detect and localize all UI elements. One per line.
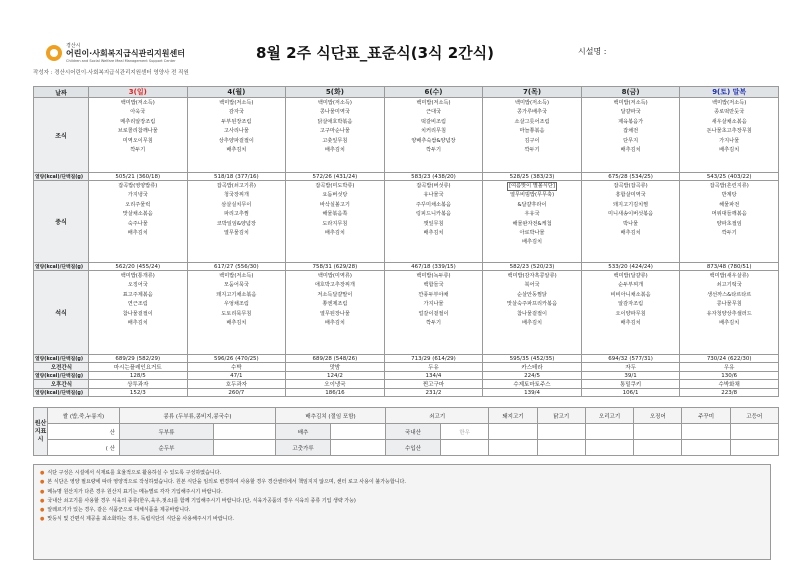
day-header: 9(토) 말복 (680, 87, 779, 98)
origin-squid-value[interactable] (634, 424, 682, 440)
menu-item: 잡곡밥(쇠고기류) (216, 183, 256, 189)
origin-mackerel-value[interactable] (730, 424, 778, 440)
dinner-calorie-value: 595/35 (452/35) (483, 355, 582, 363)
am-snack-calorie-value: 124/2 (286, 372, 385, 380)
am-snack-label: 오전간식 (34, 363, 89, 372)
menu-item: 모둠어묵국 (223, 282, 249, 289)
menu-item: 돼지고기채소볶음 (216, 291, 257, 298)
menu-item: 우엉채조림 (223, 301, 249, 308)
menu-item: 흥합살미역국 (615, 192, 646, 199)
am-snack-calorie-value: 134/4 (384, 372, 483, 380)
menu-item: 백미밥(통개류) (120, 273, 155, 279)
page-header (38, 40, 778, 70)
date-header: 날짜 (34, 87, 89, 98)
am-snack-value: 마시는플레인요거트 (89, 363, 188, 372)
day-header: 6(수) (384, 87, 483, 98)
menu-item: 떡갈비조림 (420, 118, 446, 125)
origin-pork-header: 돼지고기 (489, 408, 537, 424)
menu-item: 아로박나물 (519, 229, 545, 236)
menu-item: 백미밥(감자흑콩알류) (507, 273, 557, 279)
pm-snack-value: 수박화채 (680, 380, 779, 389)
menu-item: 양파초절임 (716, 220, 742, 227)
pm-snack-value: 찐고구마 (384, 380, 483, 389)
bullet-icon: ● (40, 516, 45, 523)
menu-item: 배추김치 (324, 229, 345, 236)
menu-item: 상추양파겉절이 (218, 137, 254, 144)
lunch-menu-cell (483, 181, 582, 263)
pm-snack-value: 상투과자 (89, 380, 188, 389)
menu-item: 배추김치 (522, 319, 543, 326)
menu-item: 미역오이무침 (122, 137, 153, 144)
menu-item: 잡곡밥(잡곡류) (613, 183, 648, 189)
menu-item: 종로떡만둣국 (714, 109, 745, 116)
lunch-menu-cell (680, 181, 779, 263)
lunch-menu-cell (384, 181, 483, 263)
menu-item: 알감자조림 (618, 301, 644, 308)
breakfast-row (34, 98, 779, 173)
pm-snack-calorie-value: 231/2 (384, 389, 483, 397)
bullet-icon: ● (40, 497, 45, 504)
origin-mackerel-header: 고등어 (730, 408, 778, 424)
lunch-menu-cell (187, 181, 286, 263)
am-snack-calorie-value: 47/1 (187, 372, 286, 380)
menu-item: 잡곡밥(미도박류) (315, 183, 355, 189)
menu-item: 깍두기 (721, 229, 737, 236)
menu-item: 배추김치 (324, 319, 345, 326)
note-item: ● 맛등식 및 간편식 제공을 최소화하는 경우, 독립식단의 식단을 사용해주시기 바랍니다. (40, 516, 234, 523)
menu-item: 도토리묵무침 (221, 310, 252, 317)
menu-item: 백미밥(달걀류) (613, 273, 648, 279)
writer-line: 작성자 : 경산시어린이·사회복지급식관리지원센터 영양사 전 직원 (33, 70, 189, 76)
pm-snack-value: 호두과자 (187, 380, 286, 389)
am-snack-calorie-value: 224/5 (483, 372, 582, 380)
menu-item: 참나물겉절이 (516, 310, 548, 317)
menu-item: 깍두기 (524, 146, 540, 153)
menu-item: 잡곡밥(흔린지류) (709, 183, 749, 189)
logo-city: 경산시 (66, 43, 81, 49)
breakfast-menu-cell (286, 98, 385, 173)
menu-item: 도라지무침 (322, 220, 348, 227)
menu-item: 깍두기 (425, 146, 441, 153)
menu-item: 근대국 (425, 109, 441, 116)
origin-pepper-label: 고춧가루 (276, 440, 331, 456)
menu-item: 고사리나물 (223, 128, 249, 135)
menu-item: 얼갈이겉절이 (418, 310, 449, 317)
menu-item: 오징어국 (127, 282, 148, 289)
origin-chicken-value-2[interactable] (537, 440, 585, 456)
breakfast-calorie-value: 583/23 (438/20) (384, 173, 483, 181)
menu-item: 배추김치 (226, 146, 247, 153)
origin-squid-value-2[interactable] (634, 440, 682, 456)
menu-item: 고구마순나물 (319, 128, 350, 135)
menu-item: 배추김치 (620, 229, 641, 236)
menu-item: 삼살실치무이 (221, 201, 252, 208)
menu-item: 배추김치 (324, 146, 345, 153)
menu-table (33, 86, 779, 397)
menu-item: 콩나물미역국 (319, 109, 350, 116)
am-snack-row (34, 363, 779, 372)
pm-snack-calorie-value: 139/4 (483, 389, 582, 397)
menu-item: 백미밥(저소득) (514, 100, 550, 106)
menu-item: 배추김치 (719, 146, 740, 153)
lunch-calorie-value: 873/48 (780/51) (680, 263, 779, 271)
dinner-calorie-label: 열량(kcal)/단백질(g) (34, 355, 89, 363)
origin-softtofu-value[interactable] (214, 440, 276, 456)
note-item: ● 메뉴명 원산지가 다른 경우 원산지 표기는 메뉴별로 각각 기입해주시기 바랍니다. (40, 488, 223, 495)
origin-side-label: 원산지표시 (34, 408, 48, 456)
lunch-menu-cell (89, 181, 188, 263)
menu-item: 잡곡밥(버섯류) (416, 183, 451, 189)
dinner-calorie-value: 689/29 (582/29) (89, 355, 188, 363)
dinner-calorie-value: 713/29 (614/29) (384, 355, 483, 363)
menu-item: 잡곡밥(영양밥류) (118, 183, 158, 189)
menu-item: 감자국 (228, 109, 244, 116)
origin-beef-header: 쇠고기 (386, 408, 489, 424)
menu-item: 콩나물무침 (716, 301, 742, 308)
menu-item: 배추김치 (719, 319, 740, 326)
menu-item: 백미밥(새우살류) (709, 273, 749, 279)
pm-snack-value: 수제토마토주스 (483, 380, 582, 389)
pm-snack-label: 오후간식 (34, 380, 89, 389)
origin-squid-header: 오징어 (634, 408, 682, 424)
pm-snack-calorie-value: 186/16 (286, 389, 385, 397)
menu-item: 백미밥(미역류) (317, 273, 352, 279)
menu-item: 배추김치 (522, 239, 543, 246)
menu-item: 깻잎무침 (423, 220, 444, 227)
dinner-calorie-row (34, 355, 779, 363)
menu-item: 고춧잎무침 (322, 137, 348, 144)
menu-item: 파리고추찜 (223, 211, 249, 218)
breakfast-menu-cell (384, 98, 483, 173)
origin-duck-value[interactable] (585, 424, 633, 440)
menu-item: 비비아니채소볶음 (610, 291, 651, 298)
dinner-menu-cell (680, 271, 779, 355)
origin-webfoot-header: 주꾸미 (682, 408, 730, 424)
am-snack-calorie-value: 39/1 (581, 372, 680, 380)
origin-domestic-value[interactable]: 한우 (441, 424, 489, 440)
menu-item: 백미밥(저소득) (613, 100, 648, 106)
notes-box (33, 464, 771, 560)
menu-item: 순살안동찜닭 (516, 291, 548, 298)
menu-item: 배추김치 (620, 146, 641, 153)
origin-pork-value-2[interactable] (489, 440, 537, 456)
origin-pork-value[interactable] (489, 424, 537, 440)
menu-item: 북어국 (524, 282, 540, 289)
pm-snack-value: 오이냉국 (286, 380, 385, 389)
center-logo (46, 42, 196, 68)
menu-item: 깐풍두부야채 (418, 291, 449, 298)
dinner-calorie-value: 730/24 (622/30) (680, 355, 779, 363)
pm-snack-calorie-row (34, 389, 779, 397)
bullet-icon: ● (40, 479, 45, 486)
lunch-calorie-row (34, 263, 779, 271)
menu-item: 열무비빔밥(무무축) (509, 192, 555, 199)
menu-item: 미니새송이버섯볶음 (608, 211, 654, 218)
menu-item: 치커리무침 (420, 128, 446, 135)
menu-item: 머위대들깨볶음 (711, 211, 747, 218)
menu-item: 오이양파무침 (615, 310, 646, 317)
menu-item: 쫑엔제조림 (322, 301, 348, 308)
menu-item: 백미밥(저소득) (712, 100, 747, 106)
menu-item: 저소득달걀말이 (317, 291, 353, 298)
menu-item: 백미밥(저소득) (219, 273, 254, 279)
origin-softtofu-label: 순두부 (120, 440, 214, 456)
origin-mackerel-value-2[interactable] (730, 440, 778, 456)
breakfast-calorie-value: 518/18 (377/16) (187, 173, 286, 181)
menu-item: 깍두기 (130, 146, 146, 153)
menu-item: 닭살애호박볶음 (317, 118, 353, 125)
menu-item: 참나물겉절이 (122, 310, 153, 317)
menu-item: 백미밥(녹두류) (416, 273, 451, 279)
menu-item: 청국장찌개 (223, 192, 249, 199)
breakfast-label: 조식 (34, 98, 89, 173)
day-header: 7(목) (483, 87, 582, 98)
origin-bean-header: 콩류 (두부류,콩비지,콩국수) (120, 408, 276, 424)
logo-mark-icon (46, 45, 62, 61)
menu-item: 우유국 (524, 211, 540, 218)
origin-tofu-value[interactable] (214, 424, 276, 440)
lunch-label: 중식 (34, 181, 89, 263)
menu-item: 새우살채소볶음 (711, 118, 747, 125)
breakfast-menu-cell (483, 98, 582, 173)
bullet-icon: ● (40, 488, 45, 495)
am-snack-value: 자두 (581, 363, 680, 372)
lunch-menu-cell (581, 181, 680, 263)
menu-item: 잡채전 (623, 128, 639, 135)
origin-kimchi-header: 배추김치 (절임 포함) (276, 408, 386, 424)
origin-rice-cell[interactable]: 산 (48, 424, 120, 440)
menu-item: 백미밥(저소득) (317, 100, 352, 106)
menu-item: 브로콜리참깨나물 (117, 128, 158, 135)
menu-item: 유자청양상추샐러드 (706, 310, 752, 317)
menu-item: 달걀파국 (620, 109, 641, 116)
day-header: 8(금) (581, 87, 680, 98)
pm-snack-calorie-label: 열량(kcal)/단백질(g) (34, 389, 89, 397)
origin-cabbage-label: 배추 (276, 424, 331, 440)
menu-item: 요돔버섯탕 (322, 192, 348, 199)
menu-item: 쇠고기떡국 (716, 282, 742, 289)
dinner-calorie-value: 689/28 (548/26) (286, 355, 385, 363)
pm-snack-calorie-value: 106/1 (581, 389, 680, 397)
page-title: 8월 2주 식단표_표준식(3식 2간식) (256, 44, 495, 62)
dinner-menu-cell (286, 271, 385, 355)
logo-name: 어린이·사회복지급식관리지원센터 (66, 49, 185, 58)
menu-item: 맛살채소볶음 (122, 211, 153, 218)
pm-snack-value: 통밀쿠키 (581, 380, 680, 389)
menu-item: 박나물 (623, 220, 639, 227)
menu-item: 소살그릇어조림 (514, 118, 550, 125)
menu-item: 백합들국 (423, 282, 444, 289)
menu-item: 가지나물 (423, 301, 444, 308)
menu-item: 아욱국 (130, 109, 146, 116)
note-item: ● 국내산 쇠고기를 사용할 경우 식육의 종류(한우,육우,젖소)를 함께 기입해주시기 바랍니다.(단, 식육가공품의 경우 식육의 종류 기입 생략 가능) (40, 497, 356, 504)
menu-item: 링피드니카볶음 (415, 211, 451, 218)
am-snack-calorie-value: 130/6 (680, 372, 779, 380)
menu-item: 돼지고기김치찜 (613, 201, 649, 208)
menu-item: [여름맞이 별볼식단] (509, 183, 555, 189)
menu-item: 백미밥(저소득) (416, 100, 451, 106)
menu-item: 맛살숙주파프리카볶음 (506, 301, 558, 308)
menu-item: 코박일임&양념장 (216, 220, 256, 227)
menu-item: &달걀후라이 (517, 201, 547, 208)
menu-item: 두부된장조림 (221, 118, 252, 125)
menu-item: 배추김치 (620, 319, 641, 326)
lunch-menu-cell (286, 181, 385, 263)
lunch-row (34, 181, 779, 263)
breakfast-calorie-value: 528/25 (383/23) (483, 173, 582, 181)
facility-label: 시설명 : (578, 47, 607, 56)
lunch-calorie-value: 562/20 (455/24) (89, 263, 188, 271)
lunch-calorie-value: 467/18 (339/15) (384, 263, 483, 271)
am-snack-calorie-value: 128/5 (89, 372, 188, 380)
menu-item: 열무된장나물 (319, 310, 350, 317)
day-header: 3(일) (89, 87, 188, 98)
dinner-menu-cell (187, 271, 286, 355)
menu-item: 해물파전 (719, 201, 740, 208)
origin-chicken-value[interactable] (537, 424, 585, 440)
menu-item: 가지냉국 (127, 192, 148, 199)
origin-rice-cell-2[interactable]: ( 산 (48, 440, 120, 456)
dinner-menu-cell (483, 271, 582, 355)
menu-item: 백미밥(저소득) (219, 100, 254, 106)
breakfast-calorie-label: 열량(kcal)/단백질(g) (34, 173, 89, 181)
menu-item: 배추김치 (127, 319, 148, 326)
origin-imported-value[interactable] (441, 440, 489, 456)
am-snack-value: 수박 (187, 363, 286, 372)
breakfast-calorie-value: 505/21 (360/18) (89, 173, 188, 181)
origin-pepper-value[interactable] (331, 440, 386, 456)
pm-snack-row (34, 380, 779, 389)
pm-snack-calorie-value: 152/3 (89, 389, 188, 397)
menu-item: 콩가루배추국 (516, 109, 548, 116)
menu-item: 가지나물 (719, 137, 740, 144)
day-header: 4(월) (187, 87, 286, 98)
menu-item: 김구이 (524, 137, 540, 144)
menu-item: 돈나물초고추장무침 (706, 128, 752, 135)
note-item: ● 식단 구성은 시설에서 식재료를 효율적으로 활용하실 수 있도록 구성하였습니다. (40, 470, 222, 476)
menu-item: 깍두기 (425, 319, 441, 326)
menu-item: 배추김치 (226, 319, 247, 326)
am-snack-value: 우유 (680, 363, 779, 372)
lunch-calorie-value: 582/23 (520/23) (483, 263, 582, 271)
menu-item: 양배추숙쌈&양념장 (411, 137, 456, 144)
breakfast-calorie-value: 543/25 (403/22) (680, 173, 779, 181)
origin-rice-header: 쌀 (밥,죽,누룽지) (48, 408, 120, 424)
dinner-menu-cell (581, 271, 680, 355)
bullet-icon: ● (40, 470, 45, 476)
menu-item: 주꾸미채소볶음 (415, 201, 451, 208)
menu-item: 배추김치 (127, 229, 148, 236)
dinner-menu-cell (384, 271, 483, 355)
am-snack-value: 두유 (384, 363, 483, 372)
menu-item: 유나물국 (423, 192, 444, 199)
menu-item: 해물완자전&케첩 (512, 220, 552, 227)
menu-item: 단무지 (623, 137, 639, 144)
dinner-row (34, 271, 779, 355)
breakfast-calorie-value: 675/28 (534/25) (581, 173, 680, 181)
am-snack-value: 맛밤 (286, 363, 385, 372)
menu-item: 표고주제볶음 (122, 291, 153, 298)
pm-snack-calorie-value: 260/7 (187, 389, 286, 397)
logo-english: Children and Social Welfare Meal Management Support Center (66, 59, 176, 63)
dinner-menu-cell (89, 271, 188, 355)
am-snack-calorie-row (34, 372, 779, 380)
lunch-calorie-value: 758/31 (629/28) (286, 263, 385, 271)
origin-duck-value-2[interactable] (585, 440, 633, 456)
lunch-calorie-label: 열량(kcal)/단백질(g) (34, 263, 89, 271)
menu-item: 열무물김치 (223, 229, 249, 236)
origin-table (33, 407, 779, 456)
menu-item: 바삭실볼고기 (319, 201, 350, 208)
day-header: 5(화) (286, 87, 385, 98)
dinner-label: 석식 (34, 271, 89, 355)
origin-duck-header: 오리고기 (585, 408, 633, 424)
am-snack-value: 카스테라 (483, 363, 582, 372)
day-header-row (34, 87, 779, 98)
breakfast-calorie-row (34, 173, 779, 181)
origin-webfoot-value-2[interactable] (682, 440, 730, 456)
breakfast-menu-cell (187, 98, 286, 173)
origin-tofu-label: 두부류 (120, 424, 214, 440)
am-snack-calorie-label: 열량(kcal)/단백질(g) (34, 372, 89, 380)
breakfast-menu-cell (680, 98, 779, 173)
bullet-icon: ● (40, 507, 45, 514)
menu-item: 순두부찌개 (618, 282, 644, 289)
note-item: ● 본 식단은 영양 필요량에 따라 영양적으로 작성하였습니다. 원본 식단을 임의로 변경하여 사용할 경우 경산센터에서 책임지지 않으며, 센터 로고 사용이 불가능합니다. (40, 479, 406, 486)
menu-item: 제육볶음가 (618, 118, 644, 125)
lunch-calorie-value: 533/20 (424/24) (581, 263, 680, 271)
menu-item: 연근조림 (127, 301, 148, 308)
note-item: ● 알레르기가 있는 경우, 같은 식품군으로 대체식품을 제공바랍니다. (40, 507, 191, 514)
menu-item: 숙주나물 (127, 220, 148, 227)
breakfast-menu-cell (89, 98, 188, 173)
origin-webfoot-value[interactable] (682, 424, 730, 440)
pm-snack-calorie-value: 223/8 (680, 389, 779, 397)
menu-item: 배추김치 (423, 229, 444, 236)
breakfast-calorie-value: 572/26 (431/24) (286, 173, 385, 181)
origin-domestic-label: 국내산 (386, 424, 441, 440)
menu-item: 마늘쫑볶음 (519, 128, 545, 135)
origin-imported-label: 수입산 (386, 440, 441, 456)
lunch-calorie-value: 617/27 (556/30) (187, 263, 286, 271)
menu-item: 메추리알장조림 (120, 118, 156, 125)
origin-cabbage-value[interactable] (331, 424, 386, 440)
menu-item: 반계탕 (721, 192, 737, 199)
menu-item: 해물볶음쪽 (322, 211, 348, 218)
breakfast-menu-cell (581, 98, 680, 173)
menu-item: 백미밥(저소득) (120, 100, 155, 106)
menu-item: 오리주물럭 (125, 201, 151, 208)
menu-item: 생선까스&타르타르 (707, 291, 752, 298)
dinner-calorie-value: 694/32 (577/31) (581, 355, 680, 363)
origin-chicken-header: 닭고기 (537, 408, 585, 424)
menu-item: 애호박고추장찌개 (314, 282, 355, 289)
dinner-calorie-value: 596/26 (470/25) (187, 355, 286, 363)
